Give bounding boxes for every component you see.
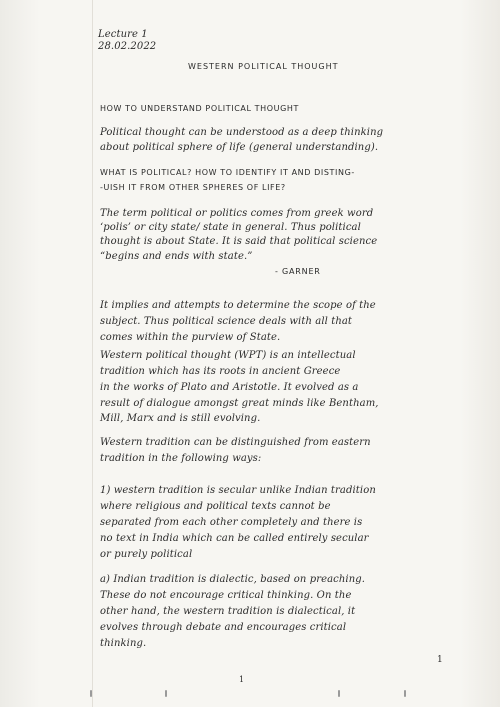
para2-line1: The term political or politics comes from greek word [100, 208, 374, 219]
para6-line2: where religious and political texts cannot be [100, 501, 331, 512]
para2-line2: ‘polis’ or city state/ state in general. Thus political [100, 222, 361, 233]
page-title: WESTERN POLITICAL THOUGHT [188, 62, 339, 71]
para4-line4: result of dialogue amongst great minds like Bentham, [100, 398, 379, 409]
para3-line1: It implies and attempts to determine the scope of the [100, 300, 376, 311]
para2-line4: “begins and ends with state.” [100, 251, 253, 262]
heading-understand-political-thought: HOW TO UNDERSTAND POLITICAL THOUGHT [100, 104, 300, 113]
quote-attribution: - GARNER [275, 267, 321, 276]
para2-line3: thought is about State. It is said that political science [100, 236, 378, 247]
para5-line1: Western tradition can be distinguished from eastern [100, 437, 371, 448]
para4-line2: tradition which has its roots in ancient Greece [100, 366, 341, 377]
para3-line2: subject. Thus political science deals with all that [100, 316, 353, 327]
para1-line2: about political sphere of life (general understanding). [100, 142, 379, 153]
para4-line3: in the works of Plato and Aristotle. It evolved as a [100, 382, 359, 393]
page-margin-line [92, 0, 93, 707]
scan-speck [404, 690, 406, 697]
para6-line1: 1) western tradition is secular unlike Indian tradition [100, 485, 376, 496]
para3-line3: comes within the purview of State. [100, 332, 281, 343]
para7-line2: These do not encourage critical thinking. On the [100, 590, 352, 601]
scan-speck [165, 690, 167, 697]
para6-line3: separated from each other completely and there is [100, 517, 363, 528]
heading-what-is-political-line1: WHAT IS POLITICAL? HOW TO IDENTIFY IT AND DISTING- [100, 168, 355, 177]
page-number-right: 1 [437, 655, 443, 665]
page-number-bottom: 1 [239, 675, 245, 684]
para4-line1: Western political thought (WPT) is an intellectual [100, 350, 356, 361]
scan-speck [338, 690, 340, 697]
para6-line5: or purely political [100, 549, 193, 560]
para7-line5: thinking. [100, 638, 147, 649]
para6-line4: no text in India which can be called entirely secular [100, 533, 369, 544]
heading-what-is-political-line2: -UISH IT FROM OTHER SPHERES OF LIFE? [100, 183, 286, 192]
para7-line3: other hand, the western tradition is dialectical, it [100, 606, 356, 617]
para5-line2: tradition in the following ways: [100, 453, 262, 464]
para1-line1: Political thought can be understood as a deep thinking [100, 127, 384, 138]
para7-line1: a) Indian tradition is dialectic, based on preaching. [100, 574, 366, 585]
lecture-label: Lecture 1 [98, 29, 148, 40]
para7-line4: evolves through debate and encourages critical [100, 622, 347, 633]
scan-speck [90, 690, 92, 697]
lecture-date: 28.02.2022 [98, 41, 157, 52]
para4-line5: Mill, Marx and is still evolving. [100, 413, 261, 424]
